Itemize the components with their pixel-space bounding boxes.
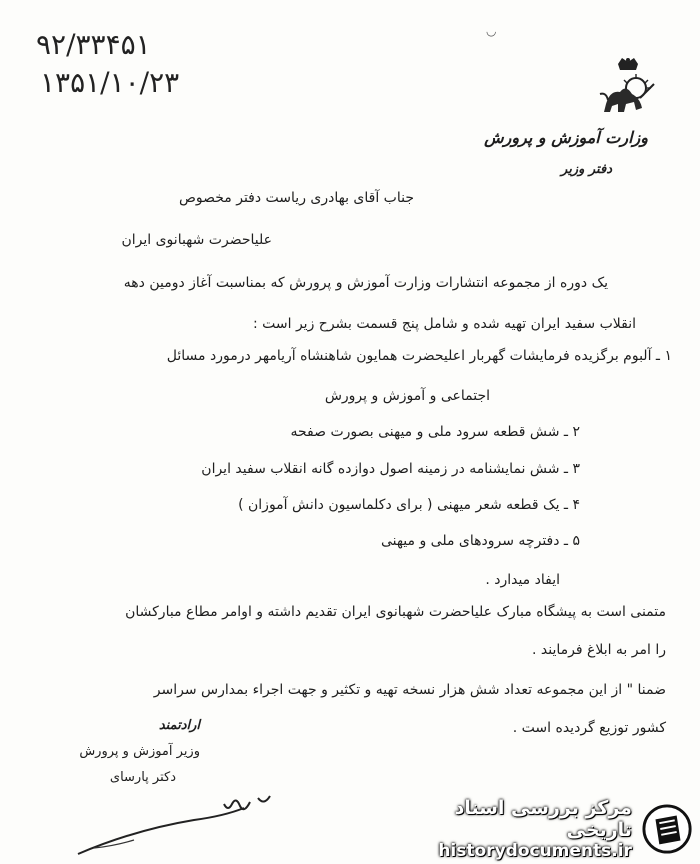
document-date: ۱۳۵۱/۱۰/۲۳ [40,66,180,99]
recipient-line-1: جناب آقای بهادری ریاست دفتر مخصوص [178,190,414,206]
watermark-url: historydocuments.ir [438,841,632,861]
document-number: ۹۲/۳۳۴۵۱ [36,28,151,61]
signatory-title: وزیر آموزش و پرورش [79,744,200,759]
watermark-name: مرکز بررسی اسناد تاریخی [454,797,632,841]
list-item-2: ۲ ـ شش قطعه سرود ملی و میهنی بصورت صفحه [290,424,580,440]
lion-and-sun-emblem-icon [596,54,660,118]
list-item-1: ۱ ـ آلبوم برگزیده فرمایشات گهربار اعلیحضرت همایون شاهنشاه آریامهر درمورد مسائل [166,348,672,364]
recipient-line-2: علیاحضرت شهبانوی ایران [121,232,272,248]
body-line: ضمنا " از این مجموعه تعداد شش هزار نسخه تهیه و تکثیر و جهت اجراء بمدارس سراسر [153,682,666,698]
body-line: کشور توزیع گردیده است . [512,720,666,736]
signatory-name: دکتر پارسای [109,770,176,785]
office-name: دفتر وزیر [561,162,612,177]
watermark-text [392,797,632,861]
handwritten-signature-icon [74,790,294,860]
list-item-5: ۵ ـ دفترچه سرودهای ملی و میهنی [380,533,580,549]
body-line: را امر به ابلاغ فرمایند . [531,642,666,658]
fold-mark-icon: ◡ [486,24,497,38]
list-item-3: ۳ ـ شش نمایشنامه در زمینه اصول دوازده گانه انقلاب سفید ایران [201,461,580,477]
list-item-1-continued: اجتماعی و آموزش و پرورش [324,388,490,404]
body-line: متمنی است به پیشگاه مبارک علیاحضرت شهبانوی ایران تقدیم داشته و اوامر مطاع مبارکشان [125,604,666,620]
list-item-4: ۴ ـ یک قطعه شعر میهنی ( برای دکلماسیون دانش آموزان ) [238,497,580,513]
body-line: انقلاب سفید ایران تهیه شده و شامل پنج قسمت بشرح زیر است : [252,316,636,332]
body-line: یک دوره از مجموعه انتشارات وزارت آموزش و پرورش که بمناسبت آغاز دومین دهه [123,275,608,291]
signature-closing: ارادتمند [158,718,200,733]
history-documents-logo-icon [642,803,692,855]
ministry-name: وزارت آموزش و پرورش [484,128,648,147]
watermark [392,797,692,861]
body-line: ایفاد میدارد . [485,572,560,588]
